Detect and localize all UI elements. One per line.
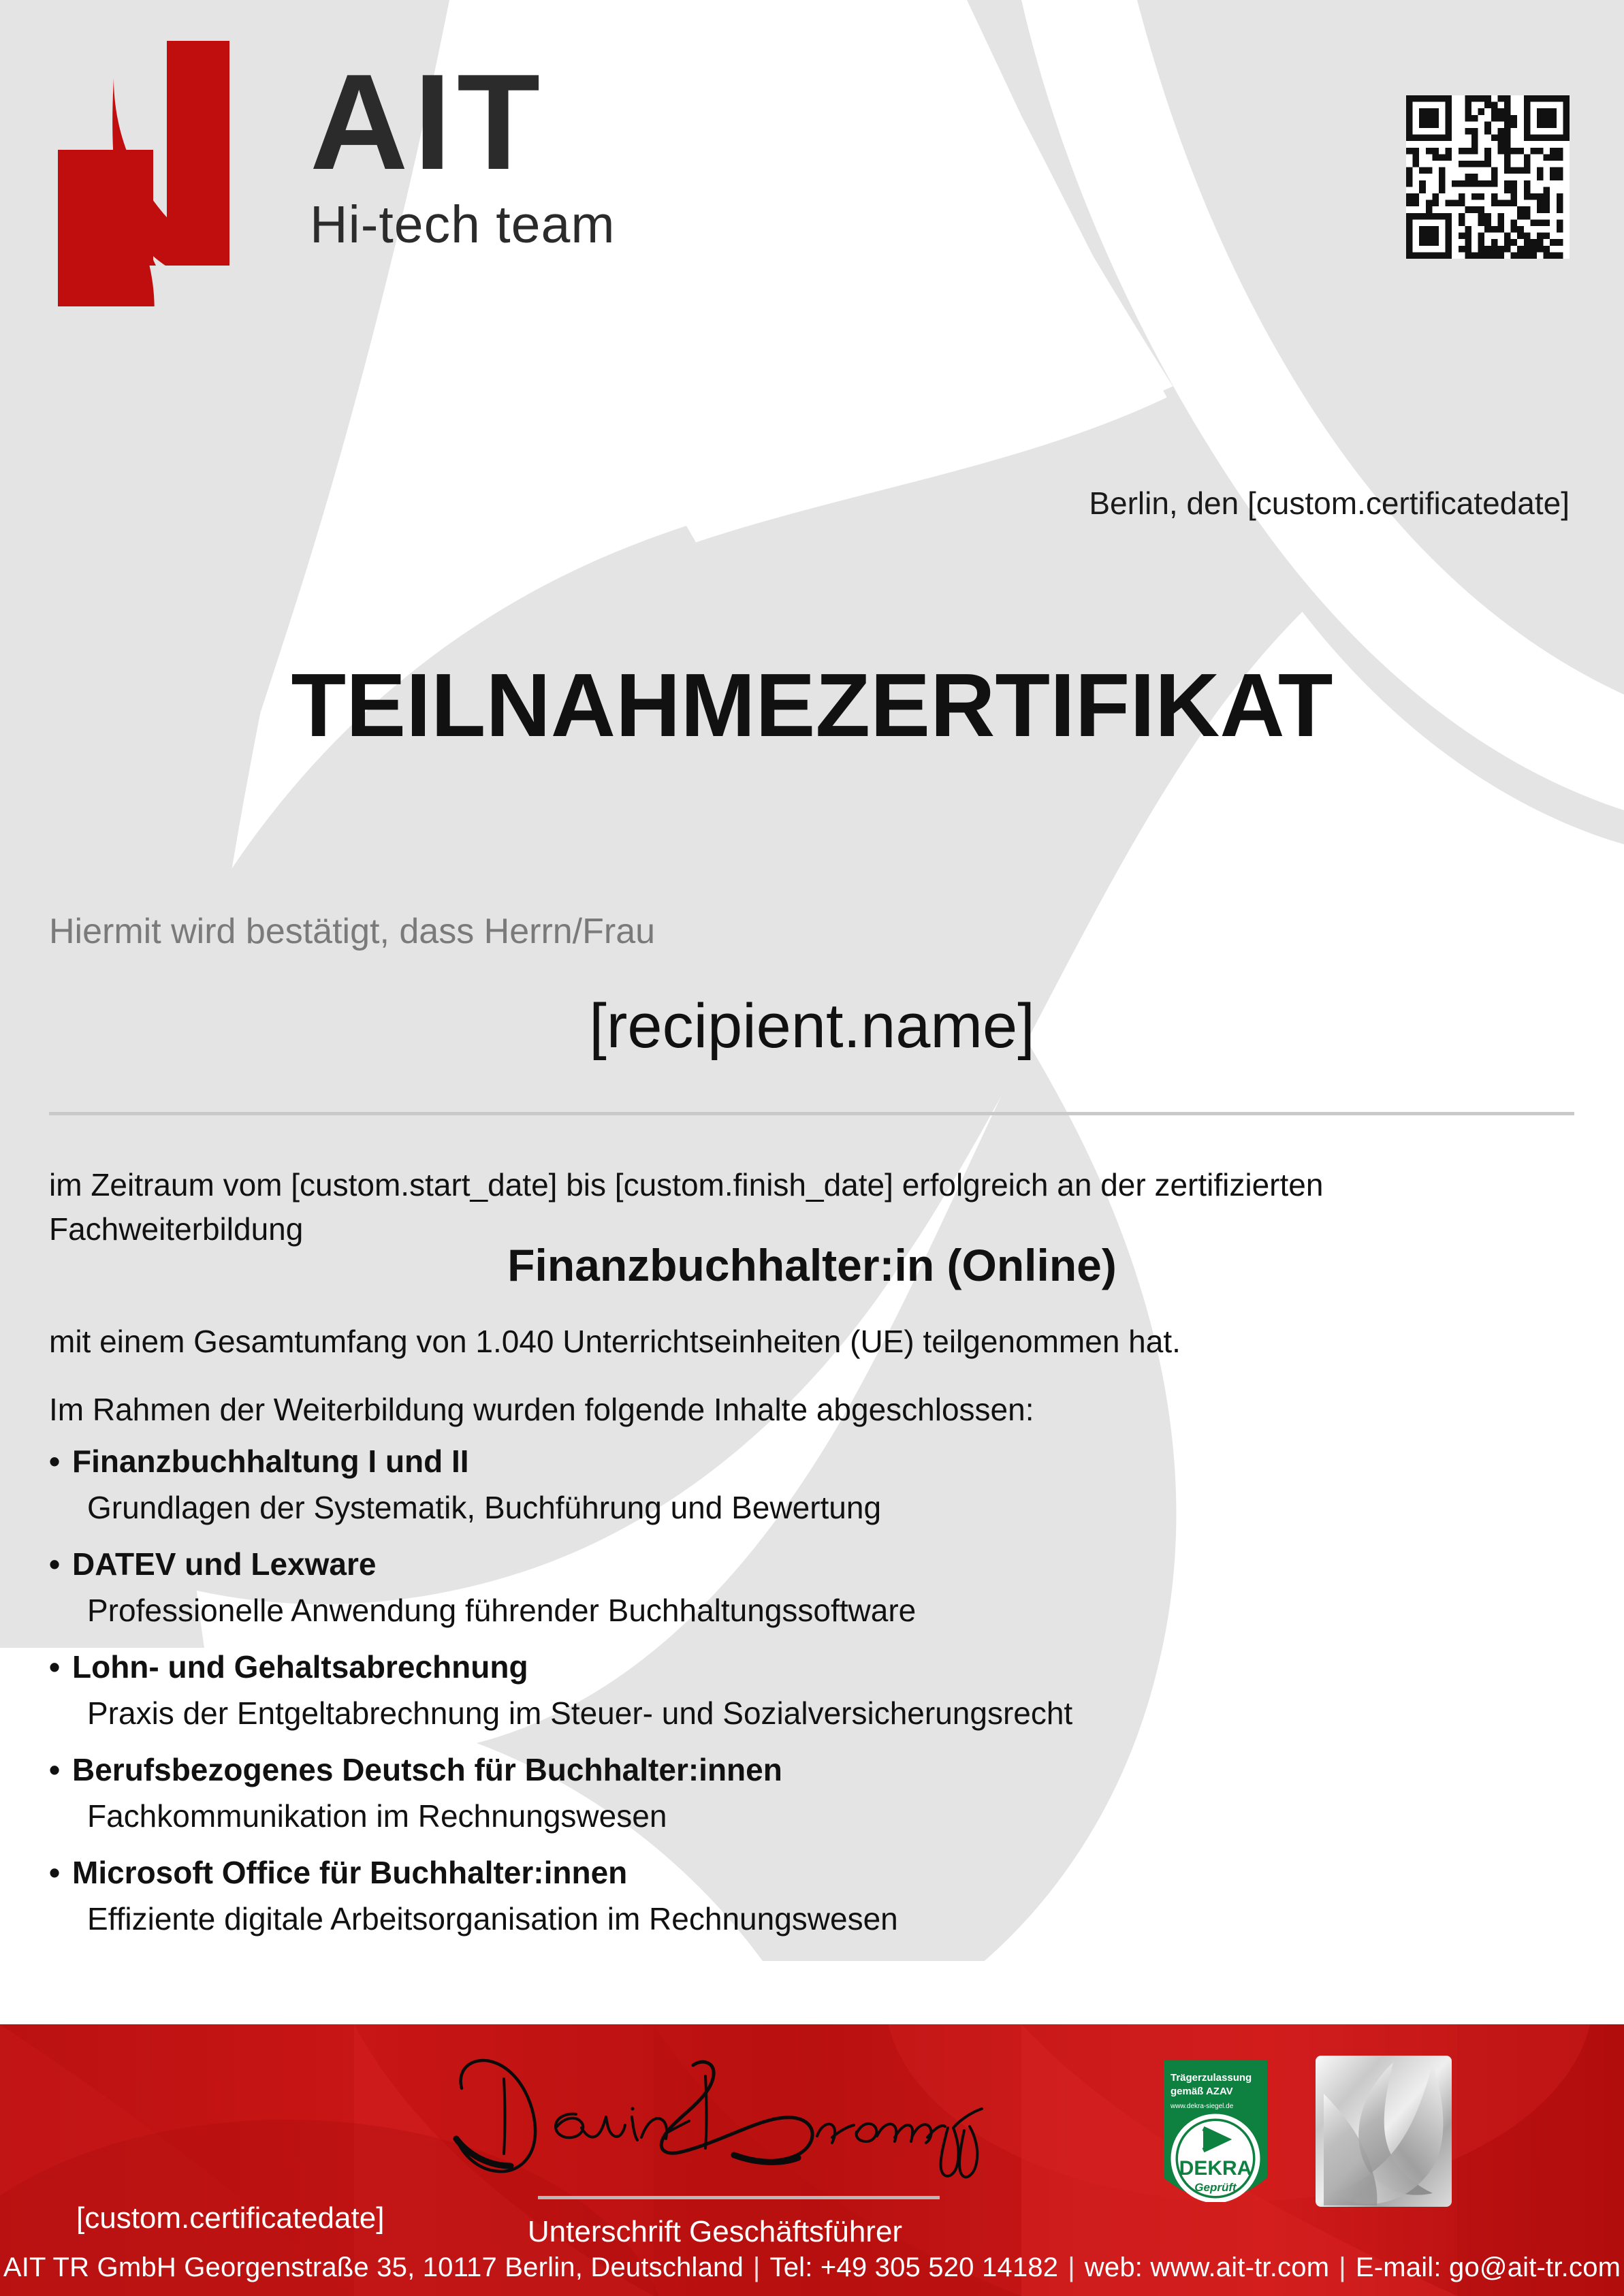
- signature-rule: [538, 2196, 940, 2199]
- recipient-name: [recipient.name]: [589, 991, 1035, 1061]
- module-title: Microsoft Office für Buchhalter:innen: [72, 1855, 628, 1890]
- module-title-row: [49, 1442, 1533, 1482]
- address-separator-2: |: [1068, 2252, 1075, 2282]
- bullet-icon: •: [49, 1855, 61, 1890]
- dekra-line2: gemäß AZAV: [1171, 2086, 1233, 2097]
- qr-code[interactable]: [1406, 95, 1570, 259]
- module-title: Lohn- und Gehaltsabrechnung: [72, 1649, 528, 1685]
- bullet-icon: •: [49, 1546, 61, 1582]
- brand-logo: [51, 41, 615, 306]
- module-description: Fachkommunikation im Rechnungswesen: [87, 1798, 667, 1834]
- footer-date: [custom.certificatedate]: [76, 2201, 385, 2235]
- signature-caption: Unterschrift Geschäftsführer: [527, 2215, 903, 2248]
- dekra-subword: Geprüft: [1194, 2181, 1237, 2194]
- period-paragraph: im Zeitraum vom [custom.start_date] bis [custom.finish_date] erfolgreich an der zertifizierten Fachweiterbildung: [49, 1167, 1324, 1247]
- list-item: [49, 1853, 1533, 1939]
- address-web[interactable]: web: www.ait-tr.com: [1084, 2252, 1330, 2282]
- module-title: Berufsbezogenes Deutsch für Buchhalter:innen: [72, 1752, 782, 1787]
- list-item: [49, 1648, 1533, 1733]
- scope-paragraph: mit einem Gesamtumfang von 1.040 Unterrichtseinheiten (UE) teilgenommen hat.: [49, 1324, 1181, 1359]
- module-title-row: [49, 1545, 1533, 1584]
- module-list: [49, 1442, 1533, 1956]
- greeting-text: Hiermit wird bestätigt, dass Herrn/Frau: [49, 912, 656, 951]
- signature-icon: [436, 2046, 994, 2189]
- page-title: TEILNAHMEZERTIFIKAT: [291, 655, 1333, 755]
- module-description: Professionelle Anwendung führender Buchhaltungssoftware: [87, 1592, 917, 1628]
- dekra-line1: Trägerzulassung: [1171, 2072, 1252, 2084]
- dekra-seal-icon: [1161, 2058, 1270, 2202]
- embossed-silver-logo-icon: [1313, 2053, 1454, 2210]
- module-description: Grundlagen der Systematik, Buchführung und Bewertung: [87, 1489, 882, 1525]
- logo-wordmark: AIT: [310, 46, 546, 198]
- address-separator-3: |: [1339, 2252, 1346, 2282]
- dekra-url: www.dekra-siegel.de: [1171, 2103, 1234, 2110]
- dekra-wordmark: DEKRA: [1179, 2157, 1252, 2180]
- issue-date-line: Berlin, den [custom.certificatedate]: [1089, 485, 1570, 521]
- address-email[interactable]: E-mail: go@ait-tr.com: [1355, 2252, 1621, 2282]
- bullet-icon: •: [49, 1752, 61, 1787]
- module-title: Finanzbuchhaltung I und II: [72, 1444, 469, 1479]
- module-title-row: [49, 1853, 1533, 1893]
- module-title: DATEV und Lexware: [72, 1546, 377, 1582]
- list-item: [49, 1442, 1533, 1527]
- course-title: Finanzbuchhalter:in (Online): [507, 1240, 1117, 1290]
- ait-flame-logo-icon: [51, 41, 276, 306]
- address-separator-1: |: [752, 2252, 761, 2282]
- module-title-row: [49, 1751, 1533, 1790]
- footer-address-bar: [0, 2239, 1624, 2296]
- address-company: AIT TR GmbH Georgenstraße 35, 10117 Berlin, Deutschland: [3, 2252, 744, 2282]
- bullet-icon: •: [49, 1649, 61, 1685]
- bullet-icon: •: [49, 1444, 61, 1479]
- contents-intro-paragraph: Im Rahmen der Weiterbildung wurden folgende Inhalte abgeschlossen:: [49, 1392, 1034, 1427]
- list-item: [49, 1545, 1533, 1630]
- module-description: Effiziente digitale Arbeitsorganisation im Rechnungswesen: [87, 1900, 898, 1936]
- divider-rule: [49, 1112, 1574, 1115]
- signature-block: [436, 2039, 994, 2248]
- module-description: Praxis der Entgeltabrechnung im Steuer- und Sozialversicherungsrecht: [87, 1695, 1073, 1731]
- logo-tagline: Hi-tech team: [310, 195, 616, 254]
- address-tel: Tel: +49 305 520 14182: [769, 2252, 1059, 2282]
- list-item: [49, 1751, 1533, 1836]
- module-title-row: [49, 1648, 1533, 1687]
